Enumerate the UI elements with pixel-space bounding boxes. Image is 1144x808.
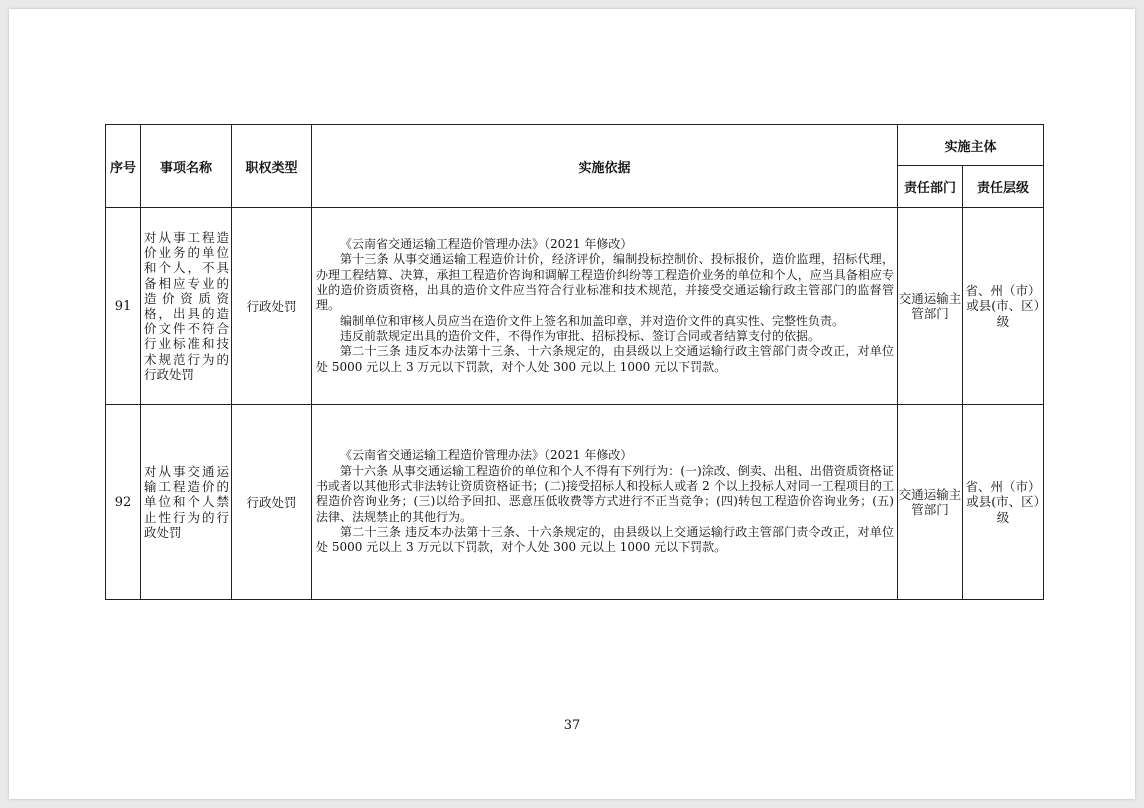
- header-type: 职权类型: [232, 125, 312, 208]
- responsible-level: 省、州（市）或县(市、区）级: [963, 405, 1044, 600]
- item-name: 对从事工程造价业务的单位和个人，不具备相应专业的造价资质资格，出具的造价文件不符合行业标准和技术规范行为的行政处罚: [141, 208, 232, 405]
- header-dept: 责任部门: [898, 166, 963, 208]
- basis-paragraph: 第十三条 从事交通运输工程造价计价，经济评价，编制投标控制价、投标报价，造价监理，招标代理，办理工程结算、决算，承担工程造价咨询和调解工程造价纠纷等工程造价业务的单位和个人，应当具备相应专业的造价资质资格，出具的造价文件应当符合行业标准和技术规范，并接受交通运输行政主管部门的监督管理。: [316, 252, 894, 313]
- item-name: 对从事交通运输工程造价的单位和个人禁止性行为的行政处罚: [141, 405, 232, 600]
- legal-basis: [312, 405, 898, 600]
- table-row: [106, 405, 1044, 600]
- basis-paragraph: 第十六条 从事交通运输工程造价的单位和个人不得有下列行为：(一)涂改、倒卖、出租、出借资质资格证书或者以其他形式非法转让资质资格证书；(二)接受招标人和投标人或者 2 个以上投标人对同一工程项目的工程造价咨询业务；(三)以给予回扣、恶意压低收费等方式进行不正当竞争；(四)转包工程造价咨询业务；(五)法律、法规禁止的其他行为。: [316, 463, 894, 524]
- table-row: [106, 208, 1044, 405]
- header-subject: 实施主体: [898, 125, 1044, 166]
- header-no: 序号: [106, 125, 141, 208]
- power-type: 行政处罚: [232, 208, 312, 405]
- header-level: 责任层级: [963, 166, 1044, 208]
- row-number: 92: [106, 405, 141, 600]
- responsible-dept: 交通运输主管部门: [898, 405, 963, 600]
- header-name: 事项名称: [141, 125, 232, 208]
- responsible-dept: 交通运输主管部门: [898, 208, 963, 405]
- basis-paragraph: 第二十三条 违反本办法第十三条、十六条规定的，由县级以上交通运输行政主管部门责令改正，对单位处 5000 元以上 3 万元以下罚款，对个人处 300 元以上 1000 元以下罚款。: [316, 344, 894, 374]
- legal-basis: [312, 208, 898, 405]
- responsible-level: 省、州（市）或县(市、区）级: [963, 208, 1044, 405]
- document-page: [9, 9, 1135, 799]
- basis-paragraph: 《云南省交通运输工程造价管理办法》（2021 年修改）: [340, 448, 633, 463]
- basis-paragraph: 第二十三条 违反本办法第十三条、十六条规定的，由县级以上交通运输行政主管部门责令改正，对单位处 5000 元以上 3 万元以下罚款，对个人处 300 元以上 1000 元以下罚款。: [316, 524, 894, 555]
- basis-paragraph: 编制单位和审核人员应当在造价文件上签名和加盖印章，并对造价文件的真实性、完整性负责。: [340, 313, 845, 328]
- row-number: 91: [106, 208, 141, 405]
- basis-paragraph: 《云南省交通运输工程造价管理办法》（2021 年修改）: [340, 237, 633, 252]
- power-type: 行政处罚: [232, 405, 312, 600]
- responsibility-table: [105, 124, 1044, 600]
- page-number: 37: [563, 718, 581, 733]
- basis-paragraph: 违反前款规定出具的造价文件，不得作为审批、招标投标、签订合同或者结算支付的依据。: [340, 328, 821, 343]
- header-basis: 实施依据: [312, 125, 898, 208]
